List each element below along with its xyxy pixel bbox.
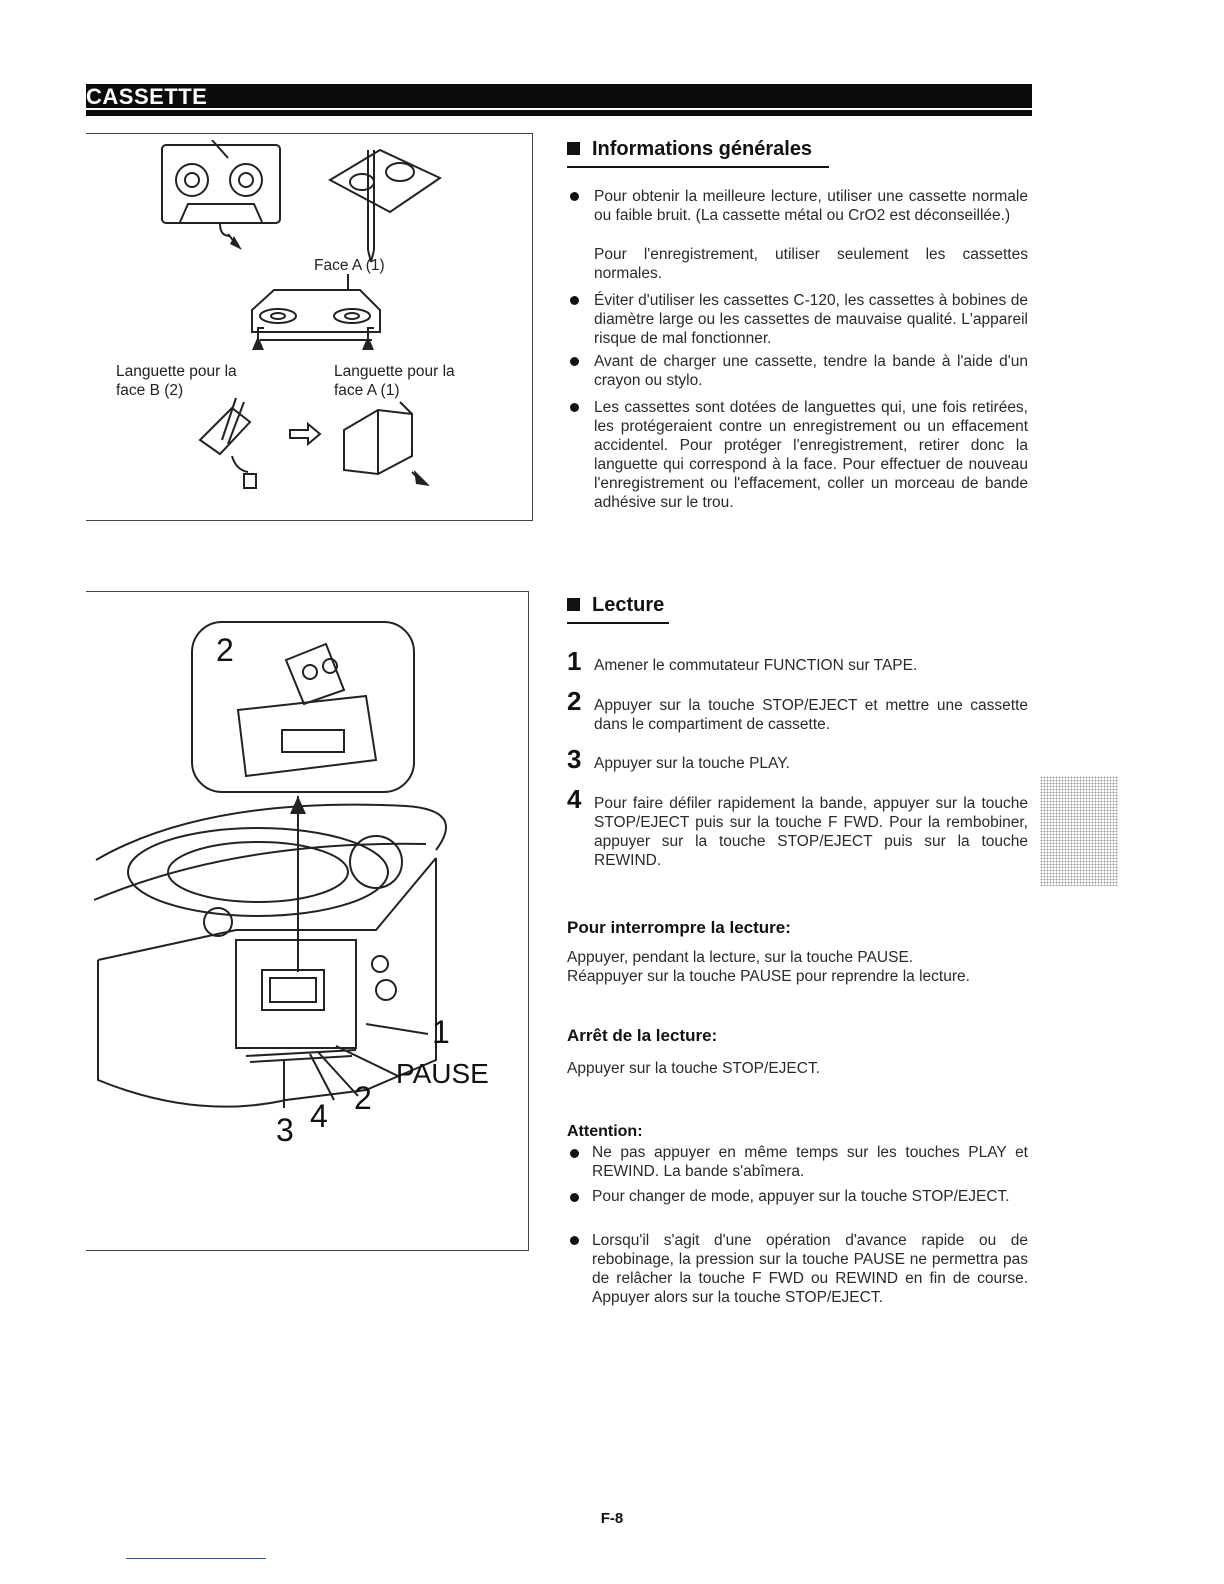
step-number: 1 bbox=[567, 646, 582, 676]
bullet-icon bbox=[570, 357, 579, 366]
info-bullet-1: Pour obtenir la meilleure lecture, utiliser une cassette normale ou faible bruit. (La cassette métal ou CrO2 est déconseillée.) bbox=[594, 188, 1028, 224]
bullet-icon bbox=[570, 1236, 579, 1245]
face-a-label: Face A (1) bbox=[314, 257, 385, 274]
step-number: 4 bbox=[567, 784, 582, 814]
interrupt-text-1: Appuyer, pendant la lecture, sur la touche PAUSE. bbox=[567, 949, 914, 966]
step-text: Amener le commutateur FUNCTION sur TAPE. bbox=[594, 657, 918, 674]
attention-bullet-1: Ne pas appuyer en même temps sur les touches PLAY et REWIND. La bande s'abîmera. bbox=[592, 1144, 1028, 1180]
tab-a-label bbox=[334, 362, 455, 400]
tab-a-label-line1: Languette pour la bbox=[334, 363, 455, 380]
tab-b-label bbox=[116, 362, 237, 400]
heading-square-icon bbox=[567, 142, 580, 155]
heading-square-icon bbox=[567, 598, 580, 611]
bullet-icon bbox=[570, 192, 579, 201]
page-number: F-8 bbox=[600, 1510, 624, 1527]
tab-b-label-line2: face B (2) bbox=[116, 382, 184, 399]
stop-text: Appuyer sur la touche STOP/EJECT. bbox=[567, 1060, 820, 1077]
callout-2: 2 bbox=[354, 1080, 372, 1116]
step-text: Appuyer sur la touche STOP/EJECT et mettre une cassette dans le compartiment de cassette. bbox=[594, 697, 1028, 733]
info-bullet-1-cont: Pour l'enregistrement, utiliser seulement les cassettes normales. bbox=[594, 246, 1028, 282]
callout-3: 3 bbox=[276, 1112, 294, 1148]
interrupt-heading: Pour interrompre la lecture: bbox=[567, 918, 791, 937]
halftone-patch bbox=[1040, 776, 1118, 886]
interrupt-text-2: Réappuyer sur la touche PAUSE pour reprendre la lecture. bbox=[567, 968, 970, 985]
stop-heading: Arrêt de la lecture: bbox=[567, 1026, 718, 1045]
bullet-icon bbox=[570, 1149, 579, 1158]
tab-a-label-line2: face A (1) bbox=[334, 382, 400, 399]
info-bullet-2: Éviter d'utiliser les cassettes C-120, les cassettes à bobines de diamètre large ou les cassettes de mauvaise qualité. L'appareil risque de mal fonctionner. bbox=[594, 292, 1028, 347]
step-text: Appuyer sur la touche PLAY. bbox=[594, 755, 790, 772]
info-heading: Informations générales bbox=[567, 138, 812, 161]
lecture-heading: Lecture bbox=[567, 594, 664, 617]
info-bullet-4: Les cassettes sont dotées de languettes qui, une fois retirées, les protégeraient contre un enregistrement ou un effacement accidentel. Pour protéger l'enregistrement, retirer donc la languette qui correspond à la face. Pour effectuer de nouveau l'enregistrement ou l'effacement, coller un morceau de bande adhésive sur le trou. bbox=[594, 399, 1028, 511]
info-bullet-3: Avant de charger une cassette, tendre la bande à l'aide d'un crayon ou stylo. bbox=[594, 353, 1028, 389]
callout-4: 4 bbox=[310, 1098, 328, 1134]
attention-heading: Attention: bbox=[567, 1123, 643, 1140]
step-text: Pour faire défiler rapidement la bande, appuyer sur la touche STOP/EJECT puis sur la touche F FWD. Pour la rembobiner, appuyer sur la touche STOP/EJECT puis sur la touche REWIND. bbox=[594, 795, 1028, 869]
header-bar bbox=[86, 84, 1032, 108]
callout-pause: PAUSE bbox=[396, 1058, 489, 1089]
bullet-icon bbox=[570, 403, 579, 412]
bullet-icon bbox=[570, 1193, 579, 1202]
info-heading-rule bbox=[567, 166, 829, 168]
attention-bullet-3: Lorsqu'il s'agit d'une opération d'avance rapide ou de rebobinage, la pression sur la touche PAUSE ne permettra pas de relâcher la touche F FWD ou REWIND en fin de course. Appuyer alors sur la touche STOP/EJECT. bbox=[592, 1232, 1028, 1306]
cassette-illustration bbox=[140, 140, 520, 500]
lecture-heading-rule bbox=[567, 622, 669, 624]
step-number: 2 bbox=[567, 686, 582, 716]
callout-step-2: 2 bbox=[216, 632, 234, 668]
callout-1: 1 bbox=[432, 1014, 450, 1050]
section-title: CASSETTE bbox=[86, 84, 208, 109]
attention-bullet-2: Pour changer de mode, appuyer sur la touche STOP/EJECT. bbox=[592, 1188, 1010, 1205]
bullet-icon bbox=[570, 296, 579, 305]
bottom-rule bbox=[126, 1558, 266, 1559]
step-number: 3 bbox=[567, 744, 582, 774]
tab-b-label-line1: Languette pour la bbox=[116, 363, 237, 380]
header-rule bbox=[86, 110, 1032, 116]
